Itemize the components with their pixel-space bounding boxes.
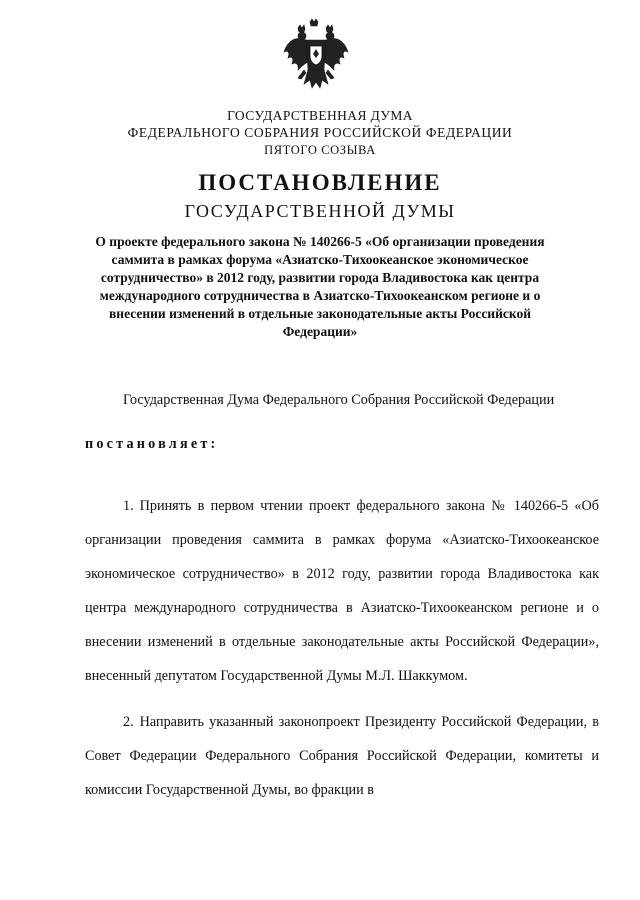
item-text: Направить указанный законопроект Президенту Российской Федерации, в Совет Федерации Федерального Собрания Российской Федерации, комитеты и комиссии Государственной Думы, во фракции в bbox=[85, 714, 599, 798]
item-text: Принять в первом чтении проект федерального закона № 140266-5 «Об организации проведения саммита в рамках форума «Азиатско-Тихоокеанское экономическое сотрудничество» в 2012 году, развитии города Владивостока как центра международного сотрудничества в Азиатско-Тихоокеанском регионе и о внесении изменений в отдельные законодательные акты Российской Федерации», внесенный депутатом Государственной Думы М.Л. Шаккумом. bbox=[85, 498, 599, 684]
list-item bbox=[85, 489, 599, 693]
document-subject: О проекте федерального закона № 140266-5 «Об организации проведения саммита в рамках форума «Азиатско-Тихоокеанское экономическое сотрудничество» в 2012 году, развитии города Владивостока как центра международного сотрудничества в Азиатско-Тихоокеанском регионе и о внесении изменений в отдельные законодательные акты Российской Федерации» bbox=[95, 234, 545, 339]
item-number: 1. bbox=[123, 498, 134, 514]
org-line-duma: ГОСУДАРСТВЕННАЯ ДУМА bbox=[227, 108, 413, 123]
intro-paragraph: Государственная Дума Федерального Собрания Российской Федерации bbox=[123, 392, 555, 408]
document-body bbox=[85, 383, 599, 807]
issuer-title: ГОСУДАРСТВЕННОЙ ДУМЫ bbox=[184, 201, 456, 221]
item-number: 2. bbox=[123, 714, 134, 730]
double-headed-eagle-emblem-icon bbox=[282, 18, 350, 94]
org-line-federal-assembly: ФЕДЕРАЛЬНОГО СОБРАНИЯ РОССИЙСКОЙ ФЕДЕРАЦИИ bbox=[127, 125, 513, 140]
resolves-word: постановляет: bbox=[85, 436, 219, 452]
list-item bbox=[85, 705, 599, 807]
org-line-convocation: ПЯТОГО СОЗЫВА bbox=[264, 143, 376, 157]
document-type-title: ПОСТАНОВЛЕНИЕ bbox=[198, 170, 442, 195]
